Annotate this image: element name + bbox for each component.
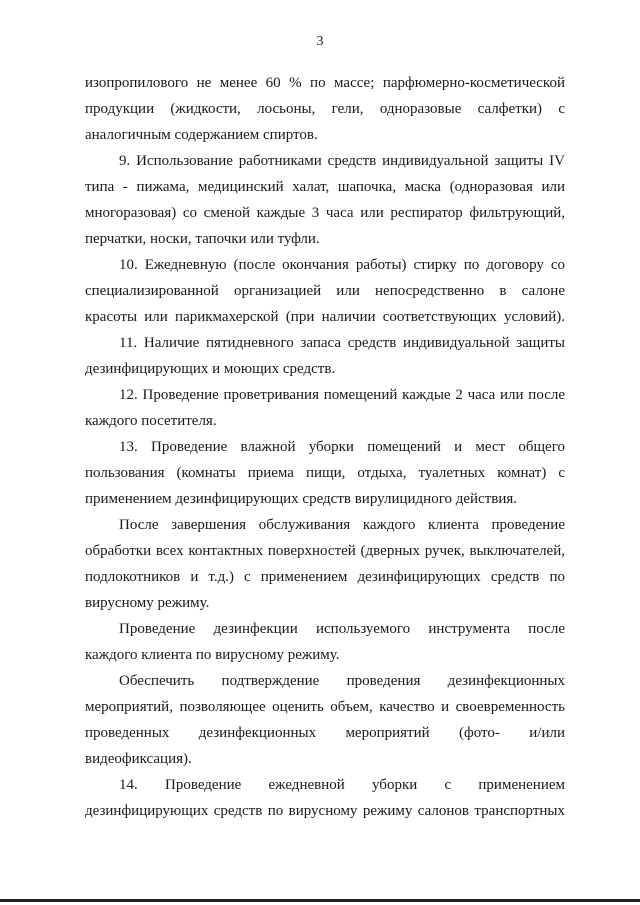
text-line: подлокотников и т.д.) с применением дезинфицирующих средств по xyxy=(85,569,565,585)
text-line: продукции (жидкости, лосьоны, гели, одноразовые салфетки) с xyxy=(85,101,565,117)
text-line: 10. Ежедневную (после окончания работы) стирку по договору со xyxy=(119,257,565,273)
text-line: перчатки, носки, тапочки или туфли. xyxy=(85,231,320,247)
text-line: Проведение дезинфекции используемого инструмента после xyxy=(119,621,565,637)
text-line: 13. Проведение влажной уборки помещений и мест общего xyxy=(119,439,565,455)
text-line: красоты или парикмахерской (при наличии соответствующих условий). xyxy=(85,309,565,325)
text-line: вирусному режиму. xyxy=(85,595,210,611)
text-line: применением дезинфицирующих средств вирулицидного действия. xyxy=(85,491,518,507)
text-line: аналогичным содержанием спиртов. xyxy=(85,127,318,143)
text-line: многоразовая) со сменой каждые 3 часа или респиратор фильтрующий, xyxy=(85,205,565,221)
text-line: специализированной организацией или непосредственно в салоне xyxy=(85,283,565,299)
text-line: изопропилового не менее 60 % по массе; парфюмерно-косметической xyxy=(85,75,565,91)
text-line: 11. Наличие пятидневного запаса средств индивидуальной защиты xyxy=(119,335,565,351)
text-line: проведенных дезинфекционных мероприятий (фото- и/или xyxy=(85,725,565,741)
text-line: мероприятий, позволяющее оценить объем, качество и своевременность xyxy=(85,699,565,715)
text-line: 12. Проведение проветривания помещений каждые 2 часа или после xyxy=(119,387,565,403)
text-line: типа - пижама, медицинский халат, шапочка, маска (одноразовая или xyxy=(85,179,565,195)
text-line: После завершения обслуживания каждого клиента проведение xyxy=(119,517,565,533)
text-line: обработки всех контактных поверхностей (дверных ручек, выключателей, xyxy=(85,543,565,559)
bottom-rule xyxy=(0,899,640,902)
text-line: каждого посетителя. xyxy=(85,413,217,429)
text-line: видеофиксация). xyxy=(85,751,192,767)
text-line: 9. Использование работниками средств индивидуальной защиты IV xyxy=(119,153,565,169)
text-line: Обеспечить подтверждение проведения дезинфекционных xyxy=(119,673,565,689)
text-line: 14. Проведение ежедневной уборки с применением xyxy=(119,777,565,793)
text-line: каждого клиента по вирусному режиму. xyxy=(85,647,340,663)
text-line: пользования (комнаты приема пищи, отдыха, туалетных комнат) с xyxy=(85,465,565,481)
text-line: дезинфицирующих средств по вирусному режиму салонов транспортных xyxy=(85,803,565,819)
page-number: 3 xyxy=(316,34,324,49)
text-line: дезинфицирующих и моющих средств. xyxy=(85,361,336,377)
